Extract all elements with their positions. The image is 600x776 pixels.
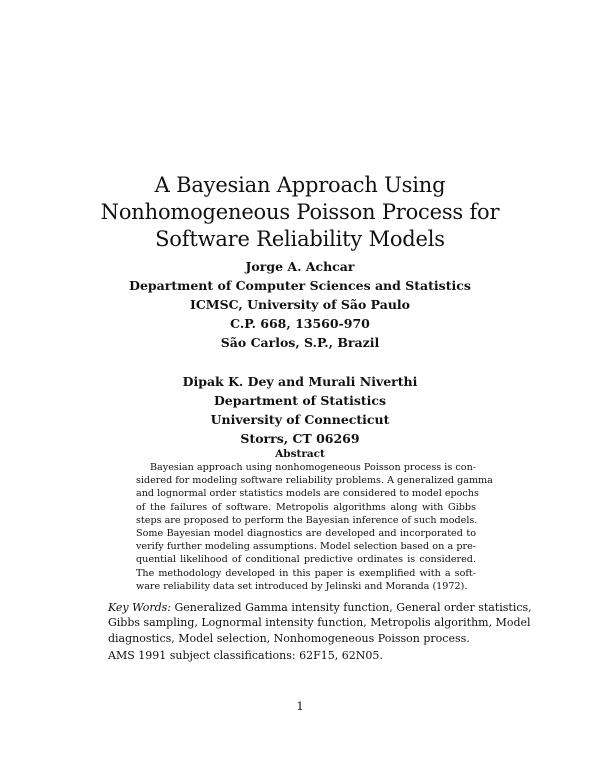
keywords-block — [108, 600, 532, 646]
affiliation-line: Department of Statistics — [213, 393, 387, 408]
abstract-line: and lognormal order statistics models are considered to model epochs — [136, 488, 479, 500]
keywords-label: Key Words: — [108, 601, 171, 614]
affiliation-line: University of Connecticut — [210, 412, 390, 427]
page-number: 1 — [296, 699, 304, 713]
affiliation-line: Storrs, CT 06269 — [240, 431, 360, 446]
abstract-line: of the failures of software. Metropolis algorithms along with Gibbs — [136, 501, 476, 513]
affiliation-line: ICMSC, University of São Paulo — [189, 297, 411, 312]
affiliation-line: C.P. 668, 13560-970 — [230, 316, 370, 331]
author-block-2 — [0, 372, 600, 448]
abstract-body — [136, 461, 493, 593]
author-name: Jorge A. Achcar — [245, 259, 355, 274]
ams-classification: AMS 1991 subject classifications: 62F15, 62N05. — [108, 649, 383, 662]
abstract-line: ware reliability data set introduced by Jelinski and Moranda (1972). — [136, 580, 468, 592]
author-block-1 — [0, 257, 600, 352]
abstract-line: sidered for modeling software reliability problems. A generalized gamma — [136, 475, 493, 487]
abstract-line: steps are proposed to perform the Bayesian inference of such models. — [136, 514, 478, 526]
author-name: Dipak K. Dey and Murali Niverthi — [182, 374, 418, 389]
title-line: A Bayesian Approach Using — [154, 173, 446, 197]
abstract-line: Bayesian approach using nonhomogeneous Poisson process is con- — [150, 462, 476, 473]
title-line: Nonhomogeneous Poisson Process for — [100, 200, 500, 224]
abstract-heading: Abstract — [275, 448, 325, 460]
paper-title — [0, 172, 600, 253]
abstract-line: quential likelihood of conditional predictive ordinates is considered. — [136, 554, 476, 566]
abstract-line: Some Bayesian model diagnostics are developed and incorporated to — [136, 528, 476, 540]
keywords-line: diagnostics, Model selection, Nonhomogeneous Poisson process. — [108, 631, 470, 645]
abstract-line: verify further modeling assumptions. Model selection based on a pre- — [136, 541, 476, 553]
keywords-line: Gibbs sampling, Lognormal intensity function, Metropolis algorithm, Model — [108, 616, 531, 630]
keywords-text: Generalized Gamma intensity function, General order statistics, — [174, 601, 532, 614]
affiliation-line: São Carlos, S.P., Brazil — [220, 335, 380, 350]
title-line: Software Reliability Models — [155, 227, 445, 251]
abstract-line: The methodology developed in this paper is exemplified with a soft- — [136, 567, 476, 579]
affiliation-line: Department of Computer Sciences and Statistics — [129, 278, 471, 293]
keywords-line — [108, 600, 532, 615]
